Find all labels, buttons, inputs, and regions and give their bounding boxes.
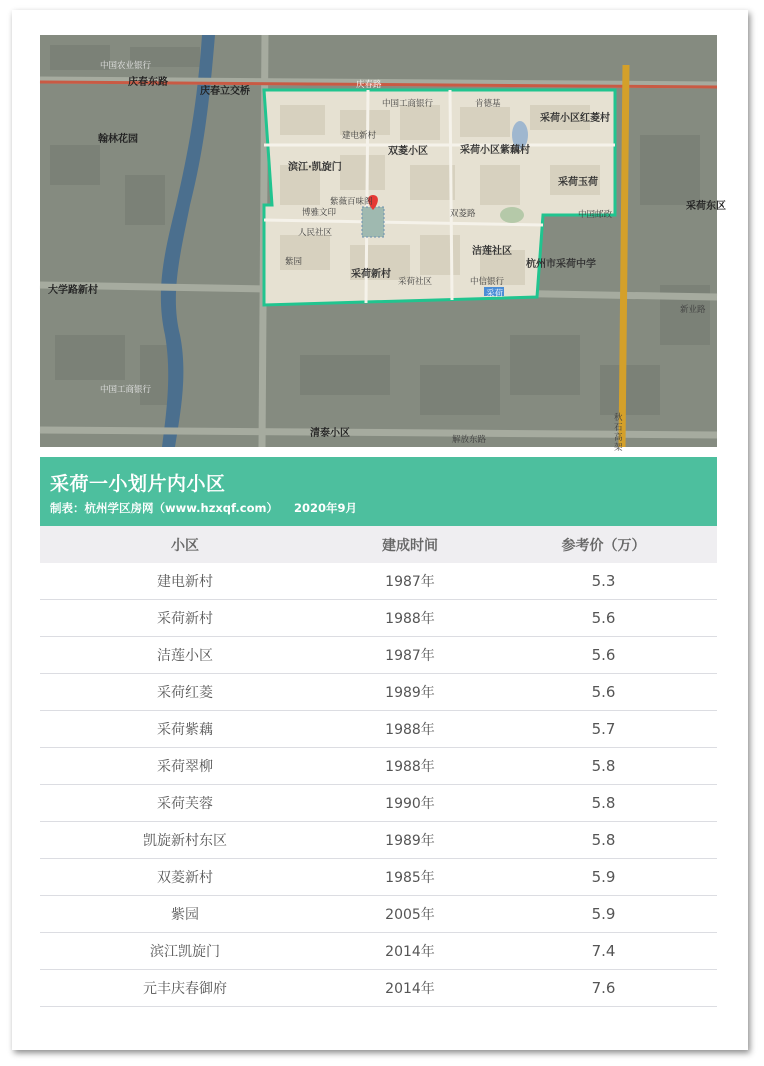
- table-row: [40, 748, 717, 785]
- table-header-row: [40, 526, 717, 563]
- community-name-cell: 双菱新村: [40, 859, 330, 896]
- price-cell: 5.8: [490, 822, 717, 859]
- price-cell: 5.7: [490, 711, 717, 748]
- map-label-binjiang: 滨江·凯旋门: [288, 162, 342, 173]
- table-row: [40, 859, 717, 896]
- map-label-abc: 中国农业银行: [100, 61, 152, 71]
- community-name-cell: 采荷翠柳: [40, 748, 330, 785]
- column-header-price: 参考价（万）: [490, 526, 717, 563]
- map-label-icbc-outside: 中国工商银行: [100, 385, 152, 395]
- table-row: [40, 637, 717, 674]
- map-label-caihe-east: 采荷东区: [686, 201, 726, 212]
- built-year-cell: 1987年: [330, 563, 490, 600]
- map-label-qingchun-road: 庆春路: [356, 80, 382, 90]
- price-cell: 5.8: [490, 785, 717, 822]
- map-label-xinye-road: 新业路: [680, 305, 706, 315]
- community-name-cell: 洁莲小区: [40, 637, 330, 674]
- price-cell: 7.4: [490, 933, 717, 970]
- table-row: [40, 822, 717, 859]
- price-cell: 5.8: [490, 748, 717, 785]
- built-year-cell: 1988年: [330, 748, 490, 785]
- community-name-cell: 滨江凯旋门: [40, 933, 330, 970]
- map-label-citic: 中信银行: [470, 277, 505, 287]
- map-label-kfc: 肯德基: [475, 99, 501, 109]
- map-label-caihe-station: 采荷: [486, 289, 504, 299]
- built-year-cell: 2005年: [330, 896, 490, 933]
- built-year-cell: 1988年: [330, 711, 490, 748]
- built-year-cell: 1989年: [330, 674, 490, 711]
- community-name-cell: 紫园: [40, 896, 330, 933]
- table-row: [40, 896, 717, 933]
- map-label-ziou: 采荷小区紫藕村: [460, 145, 530, 156]
- community-table: [40, 526, 717, 1007]
- table-row: [40, 785, 717, 822]
- price-cell: 5.9: [490, 896, 717, 933]
- date-text: 2020年9月: [294, 501, 358, 515]
- map-label-caihe-middle-school: 杭州市采荷中学: [526, 259, 596, 270]
- credit-text: 制表：杭州学区房网（www.hzxqf.com）: [50, 501, 278, 515]
- price-cell: 5.6: [490, 600, 717, 637]
- table-body: [40, 563, 717, 1007]
- built-year-cell: 1990年: [330, 785, 490, 822]
- community-name-cell: 凯旋新村东区: [40, 822, 330, 859]
- column-header-built-year: 建成时间: [330, 526, 490, 563]
- map-label-yuhe: 采荷玉荷: [558, 177, 598, 188]
- map-label-icbc: 中国工商银行: [382, 99, 434, 109]
- table-row: [40, 674, 717, 711]
- built-year-cell: 1989年: [330, 822, 490, 859]
- map-label-caihe-xincun: 采荷新村: [351, 269, 391, 280]
- map-label-shuangling: 双菱小区: [388, 146, 428, 157]
- price-cell: 7.6: [490, 970, 717, 1007]
- school-district-map: [40, 35, 726, 453]
- community-name-cell: 建电新村: [40, 563, 330, 600]
- map-label-daxuelu: 大学路新村: [48, 285, 98, 296]
- community-name-cell: 采荷新村: [40, 600, 330, 637]
- built-year-cell: 1988年: [330, 600, 490, 637]
- table-row: [40, 970, 717, 1007]
- price-cell: 5.3: [490, 563, 717, 600]
- map-label-hanlin: 翰林花园: [98, 134, 138, 145]
- map-label-overpass: 庆春立交桥: [200, 86, 250, 97]
- map-label-renmin: 人民社区: [298, 228, 333, 238]
- map-label-caihe-community: 采荷社区: [398, 277, 433, 287]
- map-label-ziwei: 紫薇百味阁: [330, 197, 373, 207]
- price-cell: 5.6: [490, 674, 717, 711]
- table-row: [40, 933, 717, 970]
- map-label-qiushi: 秋石高架: [614, 413, 623, 453]
- table-row: [40, 711, 717, 748]
- map-label-boya: 博雅文印: [302, 208, 337, 218]
- price-cell: 5.6: [490, 637, 717, 674]
- built-year-cell: 2014年: [330, 970, 490, 1007]
- community-name-cell: 采荷紫藕: [40, 711, 330, 748]
- map-label-post: 中国邮政: [578, 210, 613, 220]
- built-year-cell: 1985年: [330, 859, 490, 896]
- built-year-cell: 2014年: [330, 933, 490, 970]
- map-label-shuangling-road: 双菱路: [450, 209, 476, 219]
- map-label-jiandian: 建电新村: [342, 131, 377, 141]
- table-row: [40, 600, 717, 637]
- map-label-hongling: 采荷小区红菱村: [540, 113, 610, 124]
- built-year-cell: 1987年: [330, 637, 490, 674]
- map-label-jiefang-east: 解放东路: [452, 435, 487, 445]
- document-title: 采荷一小划片内小区: [50, 473, 226, 495]
- map-label-jielian: 洁莲社区: [472, 246, 512, 257]
- column-header-community: 小区: [40, 526, 330, 563]
- map-label-ziyuan: 紫园: [285, 257, 303, 267]
- community-name-cell: 采荷红菱: [40, 674, 330, 711]
- map-label-qingchun-east: 庆春东路: [128, 77, 168, 88]
- table-row: [40, 563, 717, 600]
- community-name-cell: 采荷芙蓉: [40, 785, 330, 822]
- table-header-banner: [40, 457, 717, 526]
- map-label-qingtai: 清泰小区: [310, 428, 350, 439]
- document-subtitle: [50, 500, 357, 516]
- price-cell: 5.9: [490, 859, 717, 896]
- community-name-cell: 元丰庆春御府: [40, 970, 330, 1007]
